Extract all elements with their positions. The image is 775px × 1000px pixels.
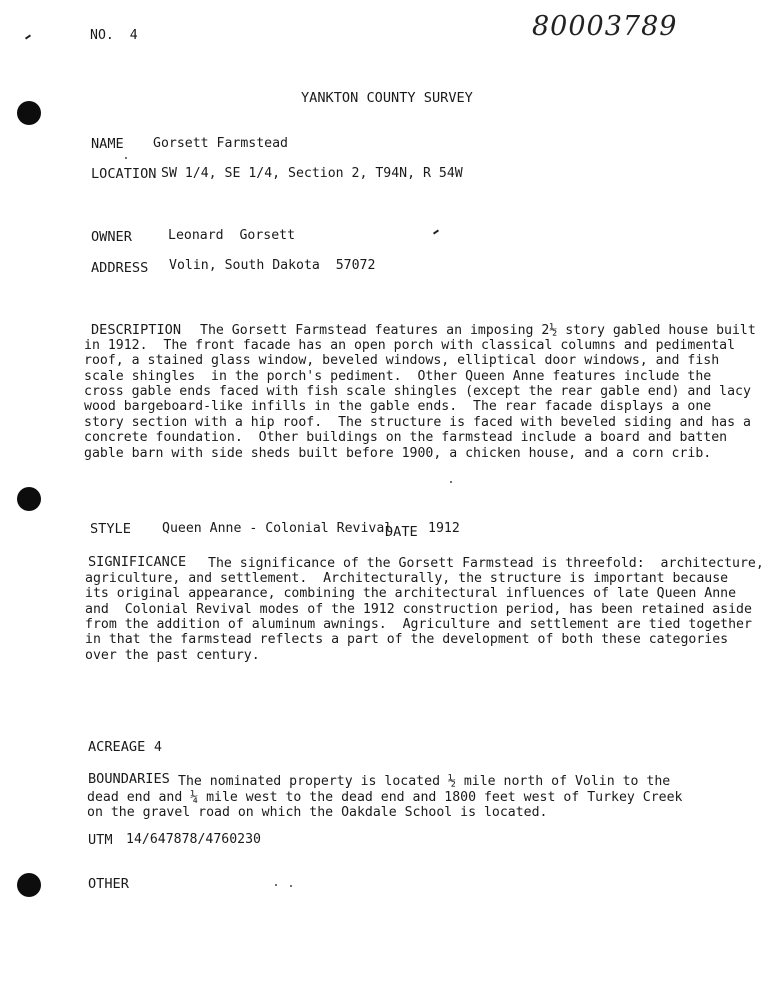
other-label: OTHER	[88, 876, 129, 892]
significance-line: agriculture, and settlement. Architecturally, the structure is important because	[85, 571, 729, 586]
utm-label: UTM	[88, 832, 113, 848]
scan-speck	[125, 157, 127, 159]
boundaries-line: on the gravel road on which the Oakdale School is located.	[87, 805, 548, 820]
style-value: Queen Anne - Colonial Revival	[162, 521, 393, 536]
catalog-number-handwritten: 80003789	[532, 11, 678, 42]
boundaries-label: BOUNDARIES	[88, 771, 170, 787]
date-label: DATE	[385, 524, 418, 540]
punch-hole-top	[17, 101, 41, 125]
significance-line: from the addition of aluminum awnings. Agriculture and settlement are tied together	[85, 617, 752, 632]
description-line: scale shingles in the porch's pediment. Other Queen Anne features include the	[84, 369, 712, 384]
scan-speck	[450, 481, 452, 483]
acreage-label: ACREAGE	[88, 739, 146, 755]
location-value: SW 1/4, SE 1/4, Section 2, T94N, R 54W	[161, 166, 463, 181]
significance-line: and Colonial Revival modes of the 1912 construction period, has been retained aside	[85, 602, 752, 617]
date-value: 1912	[428, 521, 460, 536]
style-label: STYLE	[90, 521, 131, 537]
description-line: The Gorsett Farmstead features an imposing 2½ story gabled house built	[200, 323, 756, 338]
significance-line: over the past century.	[85, 648, 260, 663]
address-label: ADDRESS	[91, 260, 149, 276]
scan-mark	[25, 34, 31, 39]
description-label: DESCRIPTION	[91, 322, 182, 338]
owner-label: OWNER	[91, 229, 132, 245]
boundaries-line: dead end and ¼ mile west to the dead end and 1800 feet west of Turkey Creek	[87, 790, 683, 805]
form-number: NO. 4	[90, 28, 138, 43]
significance-label: SIGNIFICANCE	[88, 554, 187, 570]
significance-line: its original appearance, combining the architectural influences of late Queen Anne	[85, 586, 737, 601]
description-line: story section with a hip roof. The structure is faced with beveled siding and has a	[84, 415, 751, 430]
description-line: wood bargeboard-like infills in the gable ends. The rear facade displays a one	[84, 399, 712, 414]
page-title: YANKTON COUNTY SURVEY	[301, 90, 473, 106]
boundaries-line: The nominated property is located ½ mile north of Volin to the	[178, 774, 671, 789]
acreage-value: 4	[154, 740, 162, 755]
description-line: cross gable ends faced with fish scale shingles (except the rear gable end) and lacy	[84, 384, 751, 399]
description-line: gable barn with side sheds built before 1900, a chicken house, and a corn crib.	[84, 446, 712, 461]
punch-hole-middle	[17, 487, 41, 511]
description-line: in 1912. The front facade has an open porch with classical columns and pedimental	[84, 338, 736, 353]
description-line: concrete foundation. Other buildings on the farmstead include a board and batten	[84, 430, 728, 445]
scan-speck	[275, 884, 277, 886]
name-label: NAME	[91, 136, 124, 152]
significance-line: The significance of the Gorsett Farmstead is threefold: architecture,	[208, 556, 764, 571]
name-value: Gorsett Farmstead	[153, 136, 288, 151]
description-line: roof, a stained glass window, beveled windows, elliptical door windows, and fish	[84, 353, 720, 368]
scan-mark	[433, 229, 439, 234]
punch-hole-bottom	[17, 873, 41, 897]
address-value: Volin, South Dakota 57072	[169, 258, 376, 273]
utm-value: 14/647878/4760230	[126, 832, 261, 847]
scan-speck	[290, 885, 292, 887]
owner-value: Leonard Gorsett	[168, 228, 296, 243]
location-label: LOCATION	[91, 166, 157, 182]
significance-line: in that the farmstead reflects a part of the development of both these categories	[85, 632, 729, 647]
